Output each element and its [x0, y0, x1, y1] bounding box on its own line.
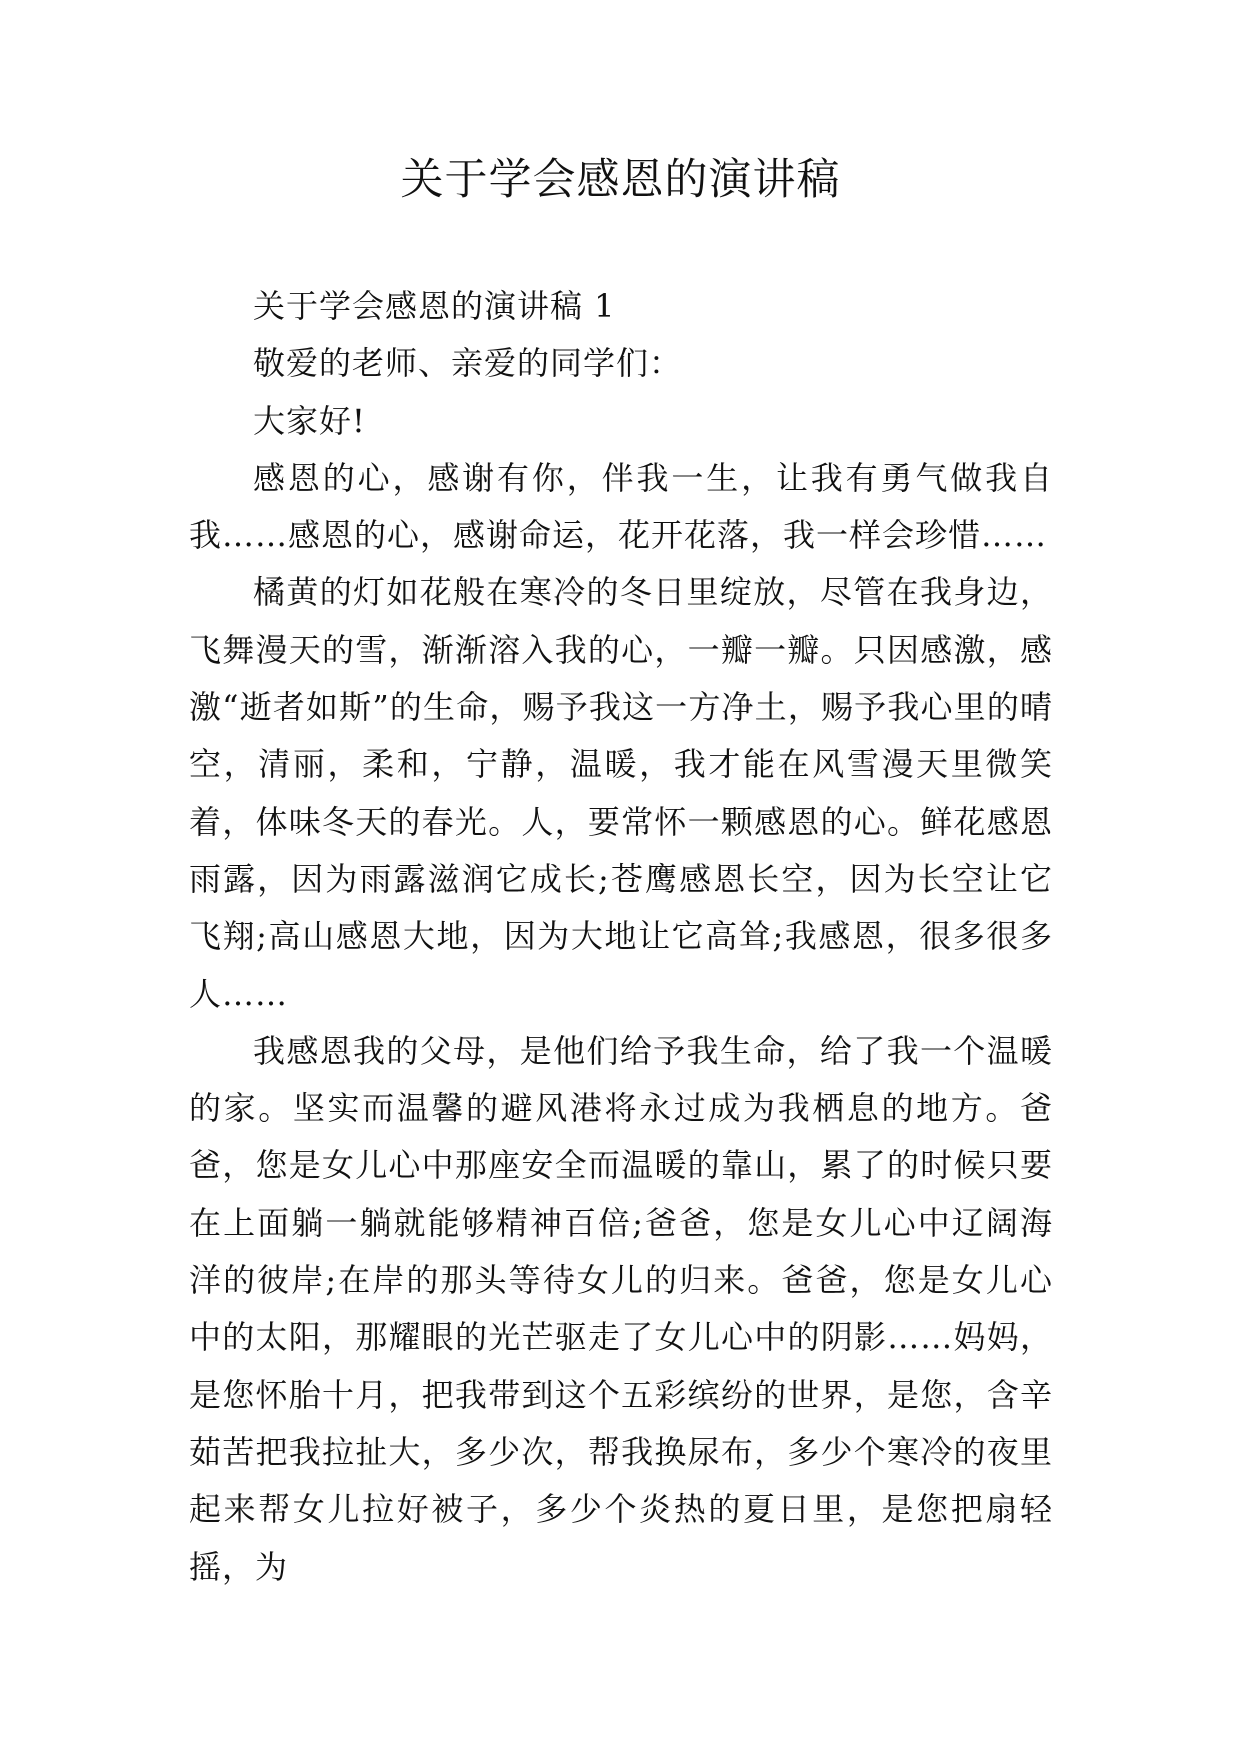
body-paragraph: 我感恩我的父母，是他们给予我生命，给了我一个温暖的家。坚实而温馨的避风港将永过成为我栖息的地方。爸爸，您是女儿心中那座安全而温暖的靠山，累了的时候只要在上面躺一躺就能够精神百倍;爸爸，您是女儿心中辽阔海洋的彼岸;在岸的那头等待女儿的归来。爸爸，您是女儿心中的太阳，那耀眼的光芒驱走了女儿心中的阴影……妈妈，是您怀胎十月，把我带到这个五彩缤纷的世界，是您，含辛茹苦把我拉扯大，多少次，帮我换尿布，多少个寒冷的夜里起来帮女儿拉好被子，多少个炎热的夏日里，是您把扇轻摇，为 — [189, 1031, 1053, 1586]
body-paragraph: 感恩的心，感谢有你，伴我一生，让我有勇气做我自我……感恩的心，感谢命运，花开花落，我一样会珍惜…… — [189, 458, 1053, 555]
document-body — [189, 278, 1053, 1596]
salutation: 敬爱的老师、亲爱的同学们： — [253, 344, 683, 383]
speech-subtitle: 关于学会感恩的演讲稿 1 — [253, 287, 616, 325]
document-title: 关于学会感恩的演讲稿 — [400, 155, 841, 205]
greeting: 大家好! — [253, 401, 366, 440]
body-paragraph: 橘黄的灯如花般在寒冷的冬日里绽放，尽管在我身边，飞舞漫天的雪，渐渐溶入我的心，一瓣一瓣。只因感激，感激“逝者如斯”的生命，赐予我这一方净土，赐予我心里的晴空，清丽，柔和，宁静，温暖，我才能在风雪漫天里微笑着，体味冬天的春光。人，要常怀一颗感恩的心。鲜花感恩雨露，因为雨露滋润它成长;苍鹰感恩长空，因为长空让它飞翔;高山感恩大地，因为大地让它高耸;我感恩，很多很多人…… — [189, 573, 1053, 1013]
